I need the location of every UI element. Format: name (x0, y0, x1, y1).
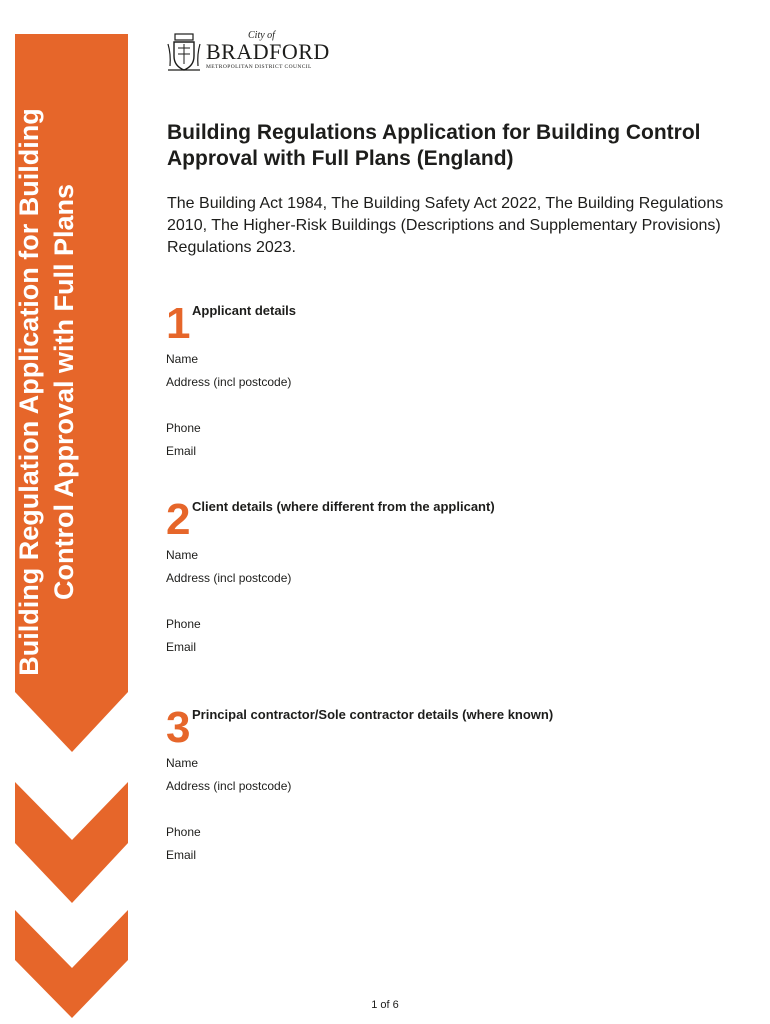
section-applicant-details (166, 299, 726, 458)
address-label: Address (incl postcode) (166, 375, 292, 389)
phone-label: Phone (166, 617, 201, 631)
address-label: Address (incl postcode) (166, 779, 292, 793)
name-label: Name (166, 548, 199, 562)
sidebar-title-line2: Control Approval with Full Plans (49, 184, 79, 601)
email-label: Email (166, 640, 197, 654)
section-title: Applicant details (192, 303, 297, 318)
section-client-details (166, 495, 726, 654)
page-number: 1 of 6 (371, 999, 399, 1011)
name-label: Name (166, 756, 199, 770)
city-crest-icon (166, 32, 202, 74)
address-label: Address (incl postcode) (166, 571, 292, 585)
logo-city-of: City of (248, 30, 275, 41)
document-title: Building Regulations Application for Building Control Approval with Full Plans (England) (167, 121, 701, 170)
section-title: Principal contractor/Sole contractor details (where known) (192, 707, 554, 722)
section-number: 1 (166, 299, 191, 348)
section-number: 3 (166, 703, 191, 752)
phone-label: Phone (166, 421, 201, 435)
phone-label: Phone (166, 825, 201, 839)
logo-subtitle: METROPOLITAN DISTRICT COUNCIL (206, 64, 312, 70)
name-label: Name (166, 352, 199, 366)
email-label: Email (166, 848, 197, 862)
email-label: Email (166, 444, 197, 458)
section-principal-contractor-details (166, 703, 726, 862)
section-number: 2 (166, 495, 191, 544)
logo-name: BRADFORD (206, 39, 330, 64)
section-title: Client details (where different from the applicant) (192, 499, 495, 514)
sidebar-title-line1: Building Regulation Application for Building (14, 108, 44, 676)
council-logo (166, 30, 336, 80)
document-subtitle: The Building Act 1984, The Building Safety Act 2022, The Building Regulations 2010, The Higher-Risk Buildings (Descriptions and Supplementary Provisions) Regulations 2023. (167, 195, 724, 256)
sidebar-title (12, 62, 112, 722)
